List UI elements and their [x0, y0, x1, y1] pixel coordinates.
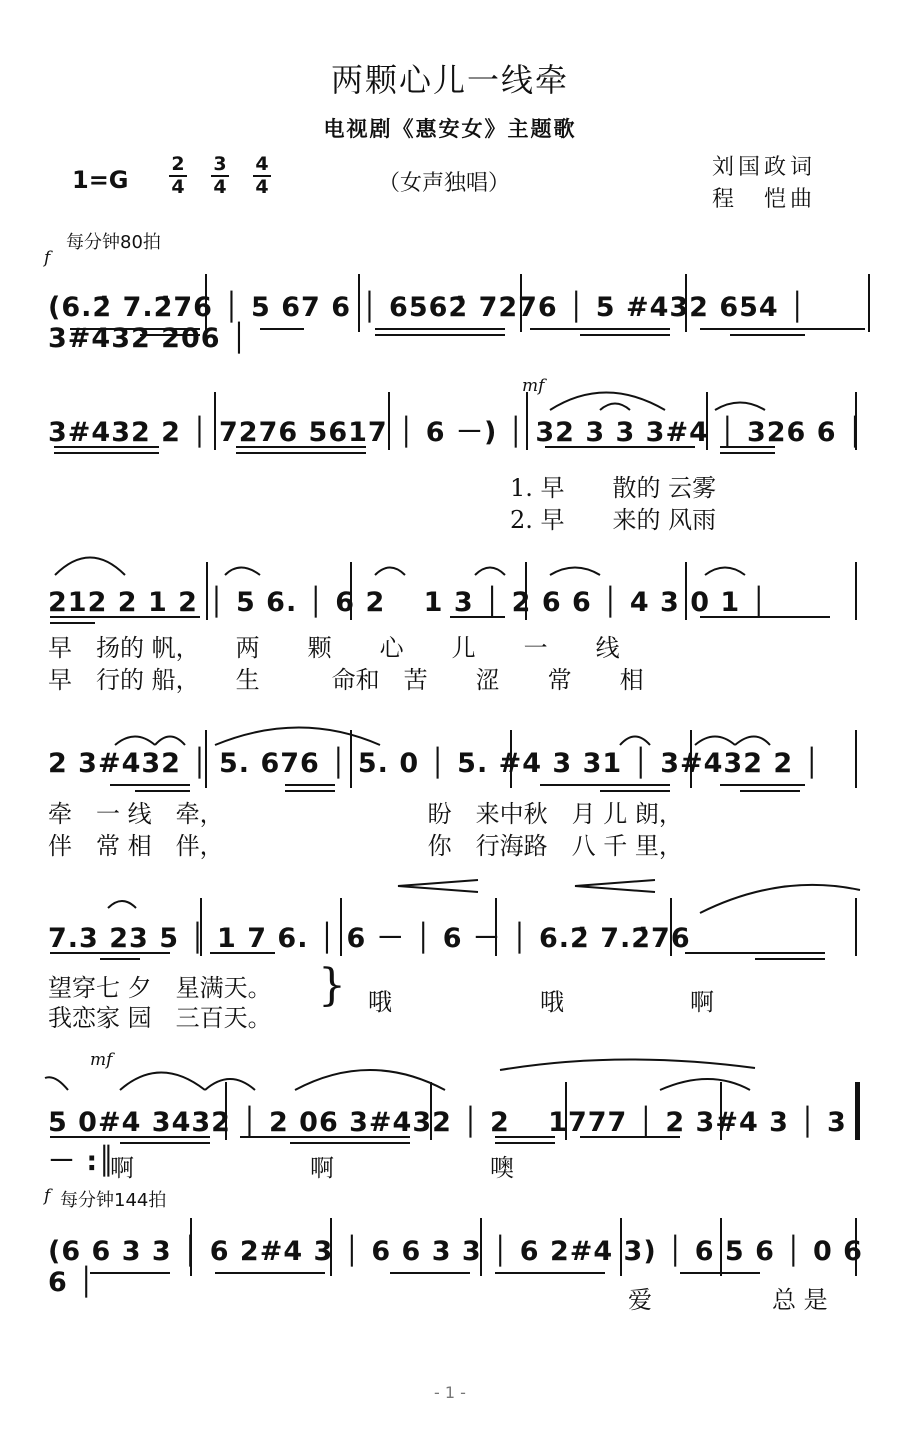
- performance-note: （女声独唱）: [378, 171, 511, 196]
- time-sig-denominator: 4: [171, 176, 185, 198]
- time-sig-denominator: 4: [255, 176, 269, 198]
- notes-line: (6.2̇ 7.2̇76 │ 5 67 6 │ 6562̇ 7276 │ 5 #432 654 │ 3#432 206 │: [48, 292, 807, 354]
- lyrics-verse-2: 我恋家 园 三百天。: [48, 1004, 272, 1032]
- song-title: 两颗心儿一线牵: [330, 61, 569, 99]
- dynamic-forte-2: f: [44, 1186, 51, 1206]
- tempo-marking-2: 每分钟144拍: [60, 1190, 167, 1211]
- lyrics-verse-1: 望穿七 夕 星满天。: [48, 974, 272, 1002]
- vocalise-6: 噢: [490, 1154, 514, 1182]
- key-signature: 1=G: [72, 166, 129, 194]
- vocalise-5: 啊: [310, 1154, 334, 1182]
- notes-line: 7.3 23 5 │ 1 7 6. │ 6 － │ 6 － │ 6.2̇ 7.2̇76: [48, 923, 691, 954]
- dynamic-mezzo-forte: mf: [522, 376, 545, 396]
- lyrics-brace: }: [318, 960, 346, 1011]
- time-sig-numerator: 4: [255, 153, 269, 175]
- vocalise-2: 哦: [540, 988, 564, 1016]
- lyrics-verse-1: 早 扬的 帆， 两 颗 心 儿 一 线: [48, 634, 620, 662]
- score-row-3: [40, 554, 870, 634]
- time-signature-2-4: [167, 154, 189, 198]
- lyrics-verse-2: 伴 常 相 伴， 你 行海路 八 千 里，: [48, 832, 683, 860]
- time-sig-numerator: 2: [171, 153, 185, 175]
- time-signature-4-4: [251, 154, 273, 198]
- vocalise-3: 啊: [690, 988, 714, 1016]
- notes-line: 212 2 1 2 │ 5 6. │ 6 2 1 3 │ 2 6 6 │ 4 3 0 1 │: [48, 587, 768, 618]
- page-number: - 1 -: [434, 1383, 466, 1402]
- notes-line: 5 0#4 3432 │ 2 06 3#432 │ 2 1777 │ 2 3#4 3 │ 3 － :║: [48, 1107, 847, 1177]
- song-subtitle: 电视剧《惠安女》主题歌: [323, 117, 577, 141]
- time-signature-3-4: [209, 154, 231, 198]
- score-row-6: [40, 1074, 870, 1177]
- time-sig-denominator: 4: [213, 176, 227, 198]
- score-row-4: [40, 722, 870, 802]
- lyricist-credit: 刘国政词: [712, 155, 817, 180]
- lyrics-verse-1: 1. 早 散的 云雾: [510, 474, 717, 502]
- score-row-7: [40, 1210, 870, 1298]
- notes-line: 3#432 2 │ 7276 5617 │ 6 －) │ 32 3 3 3#4 │ 326 6 │: [48, 417, 865, 448]
- notes-line: (6 6 3 3 │ 6 2#4 3 │ 6 6 3 3 │ 6 2#4 3) │ 6 5 6 │ 0 6 6 │: [48, 1236, 863, 1298]
- notes-line: 2 3#432 │ 5. 676 │ 5. 0 │ 5. #4 3 31 │ 3#432 2 │: [48, 748, 821, 779]
- composer-credit: 程 恺曲: [712, 187, 817, 212]
- score-row-5: [40, 890, 870, 970]
- score-row-1: [40, 266, 870, 354]
- time-sig-numerator: 3: [213, 153, 227, 175]
- dynamic-forte: f: [44, 248, 51, 268]
- lyrics-final: 爱 总 是: [628, 1286, 828, 1314]
- score-row-2: [40, 384, 870, 464]
- lyrics-verse-1: 牵 一 线 牵， 盼 来中秋 月 儿 朗，: [48, 800, 683, 828]
- lyrics-verse-2: 2. 早 来的 风雨: [510, 506, 717, 534]
- dynamic-mezzo-forte-2: mf: [90, 1050, 113, 1070]
- lyrics-verse-2: 早 行的 船， 生 命和 苦 涩 常 相: [48, 666, 644, 694]
- vocalise-1: 哦: [368, 988, 392, 1016]
- vocalise-4: 啊: [110, 1154, 134, 1182]
- tempo-marking: 每分钟80拍: [66, 232, 161, 253]
